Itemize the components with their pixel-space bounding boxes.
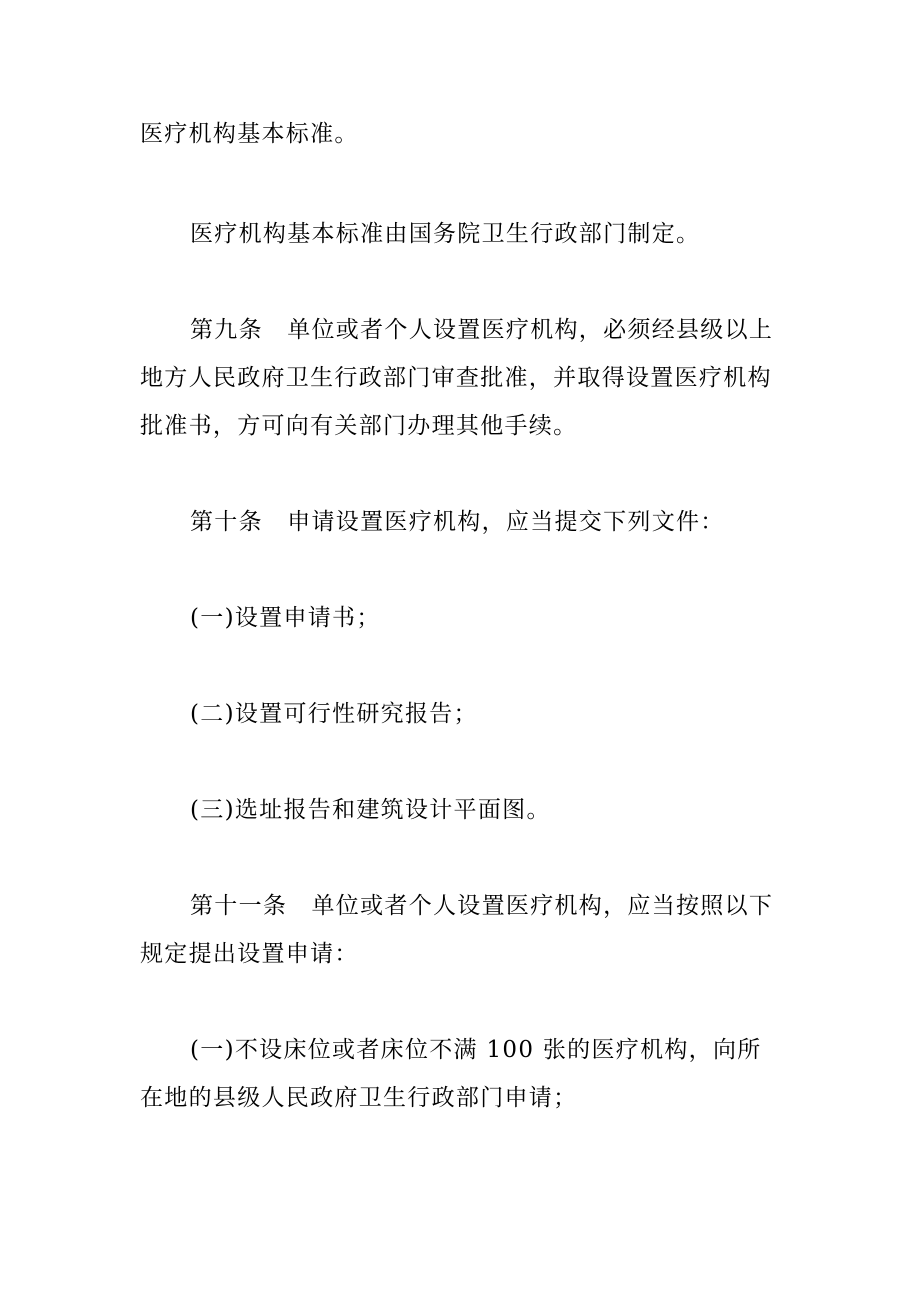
paragraph-item-3: (三)选址报告和建筑设计平面图。 <box>190 797 551 823</box>
paragraph-article-10: 第十条 申请设置医疗机构，应当提交下列文件： <box>190 509 725 535</box>
paragraph-article-9: 第九条 单位或者个人设置医疗机构，必须经县级以上地方人民政府卫生行政部门审查批准，并取得设置医疗机构批准书，方可向有关部门办理其他手续。 <box>140 317 774 439</box>
paragraph-article-11: 第十一条 单位或者个人设置医疗机构，应当按照以下规定提出设置申请： <box>140 893 774 967</box>
paragraph-continuation: 医疗机构基本标准。 <box>140 121 359 147</box>
paragraph-standard-authority: 医疗机构基本标准由国务院卫生行政部门制定。 <box>190 221 701 247</box>
paragraph-item-1: (一)设置申请书； <box>190 605 381 631</box>
paragraph-article-11-item-1: (一)不设床位或者床位不满 100 张的医疗机构，向所在地的县级人民政府卫生行政部门申请； <box>140 1037 762 1111</box>
paragraph-item-2: (二)设置可行性研究报告； <box>190 701 478 727</box>
